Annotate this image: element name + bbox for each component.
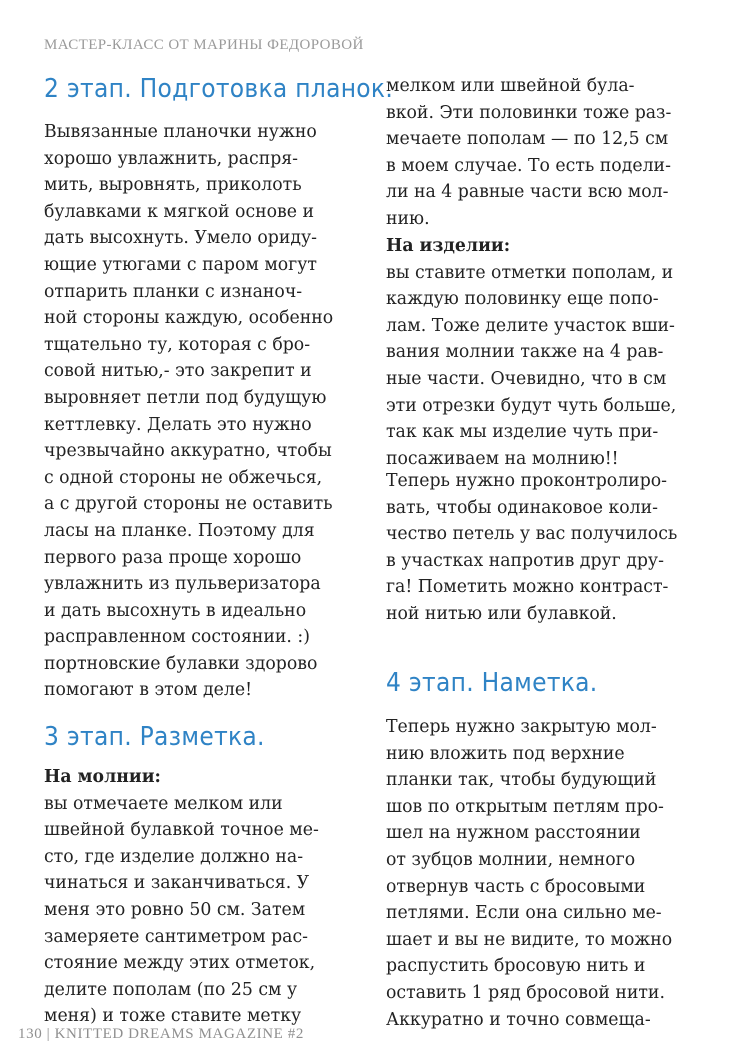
text-line: выровняет петли под будущую (44, 387, 327, 408)
text-line: делите пополам (по 25 см у (44, 979, 298, 1000)
text-line: Теперь нужно закрытую мол- (386, 717, 657, 737)
text-line: портновские булавки здорово (44, 653, 318, 674)
text-line: меня это ровно 50 см. Затем (44, 899, 306, 920)
text-line: меня) и тоже ставите метку (44, 1006, 302, 1027)
text-line: первого раза проще хорошо (44, 547, 302, 568)
text-line: вы ставите отметки пополам, и (386, 262, 674, 283)
stage-2-body (44, 119, 333, 704)
stage-3-body (44, 764, 319, 1030)
text-line: в моем случае. То есть подели- (386, 155, 671, 176)
text-line: хорошо увлажнить, распря- (44, 148, 299, 169)
text-line: и дать высохнуть в идеально (44, 600, 307, 621)
text-line: ющие утюгами с паром могут (44, 254, 317, 275)
text-line: ные части. Очевидно, что в см (386, 368, 667, 389)
text-line: помогают в этом деле! (44, 680, 253, 701)
text-line: дать высохнуть. Умело ориду- (44, 228, 318, 249)
text-line: оставить 1 ряд бросовой нити. (386, 982, 665, 1003)
text-line: Теперь нужно проконтролиро- (386, 471, 667, 491)
stage-3-continued (386, 73, 671, 233)
text-line: а с другой стороны не оставить (44, 494, 333, 515)
text-line: планки так, чтобы будующий (386, 770, 657, 791)
text-line: кеттлевку. Делать это нужно (44, 414, 312, 435)
text-line: лам. Тоже делите участок вши- (386, 315, 675, 336)
stage-3-subhead: На молнии: (44, 767, 161, 787)
text-line: стояние между этих отметок, (44, 953, 316, 974)
text-line: так как мы изделие чуть при- (386, 422, 659, 443)
text-line: мечаете пополам — по 12,5 см (386, 129, 669, 150)
text-line: шает и вы не видите, то можно (386, 929, 673, 950)
text-line: чрезвычайно аккуратно, чтобы (44, 441, 332, 462)
text-line: увлажнить из пульверизатора (44, 574, 321, 595)
product-marking (386, 233, 676, 472)
text-line: шел на нужном расстоянии (386, 823, 641, 844)
text-line: распустить бросовую нить и (386, 956, 646, 977)
text-line: ной нитью или булавкой. (386, 603, 617, 624)
text-line: сто, где изделие должно на- (44, 846, 304, 867)
running-header: МАСТЕР-КЛАСС ОТ МАРИНЫ ФЕДОРОВОЙ (44, 37, 364, 53)
stage-4-body (386, 714, 672, 1033)
text-line: вания молнии также на 4 рав- (386, 342, 664, 363)
control-paragraph (386, 468, 677, 628)
text-line: каждую половинку еще попо- (386, 289, 659, 310)
text-line: нию. (386, 208, 430, 229)
text-line: чество петель у вас получилось (386, 524, 678, 545)
text-line: га! Пометить можно контраст- (386, 577, 669, 598)
text-line: отпарить планки с изнаноч- (44, 281, 303, 302)
text-line: эти отрезки будут чуть больше, (386, 395, 677, 416)
text-line: от зубцов молнии, немного (386, 849, 636, 870)
text-line: с одной стороны не обжечься, (44, 467, 323, 488)
text-line: тщательно ту, которая с бро- (44, 334, 311, 355)
text-line: Вывязанные планочки нужно (44, 122, 317, 142)
text-line: Аккуратно и точно совмеща- (386, 1009, 651, 1030)
text-line: посаживаем на молнию!! (386, 448, 619, 469)
text-line: вкой. Эти половинки тоже раз- (386, 102, 672, 123)
text-line: мить, выровнять, приколоть (44, 175, 302, 196)
text-line: шов по открытым петлям про- (386, 796, 664, 817)
stage-4-heading: 4 этап. Наметка. (386, 668, 598, 698)
text-line: булавками к мягкой основе и (44, 201, 315, 222)
stage-2-heading: 2 этап. Подготовка планок. (44, 74, 394, 104)
text-line: совой нитью,- это закрепит и (44, 361, 312, 382)
text-line: швейной булавкой точное ме- (44, 820, 319, 841)
product-subhead: На изделии: (386, 236, 511, 256)
text-line: ласы на планке. Поэтому для (44, 520, 315, 541)
stage-3-heading: 3 этап. Разметка. (44, 722, 265, 752)
text-line: вы отмечаете мелком или (44, 793, 283, 814)
stage-3-lines (44, 791, 319, 1030)
text-line: вать, чтобы одинаковое коли- (386, 497, 659, 518)
text-line: ли на 4 равные части всю мол- (386, 182, 669, 203)
text-line: мелком или швейной була- (386, 76, 635, 96)
text-line: петлями. Если она сильно ме- (386, 903, 662, 924)
page-footer: 130 | KNITTED DREAMS MAGAZINE #2 (18, 1026, 304, 1042)
text-line: отвернув часть с бросовыми (386, 876, 646, 897)
text-line: расправленном состоянии. :) (44, 627, 310, 648)
text-line: ной стороны каждую, особенно (44, 308, 334, 329)
text-line: в участках напротив друг дру- (386, 550, 664, 571)
product-lines (386, 260, 676, 473)
text-line: замеряете сантиметром рас- (44, 926, 308, 947)
text-line: чинаться и заканчиваться. У (44, 873, 310, 894)
text-line: нию вложить под верхние (386, 743, 625, 764)
